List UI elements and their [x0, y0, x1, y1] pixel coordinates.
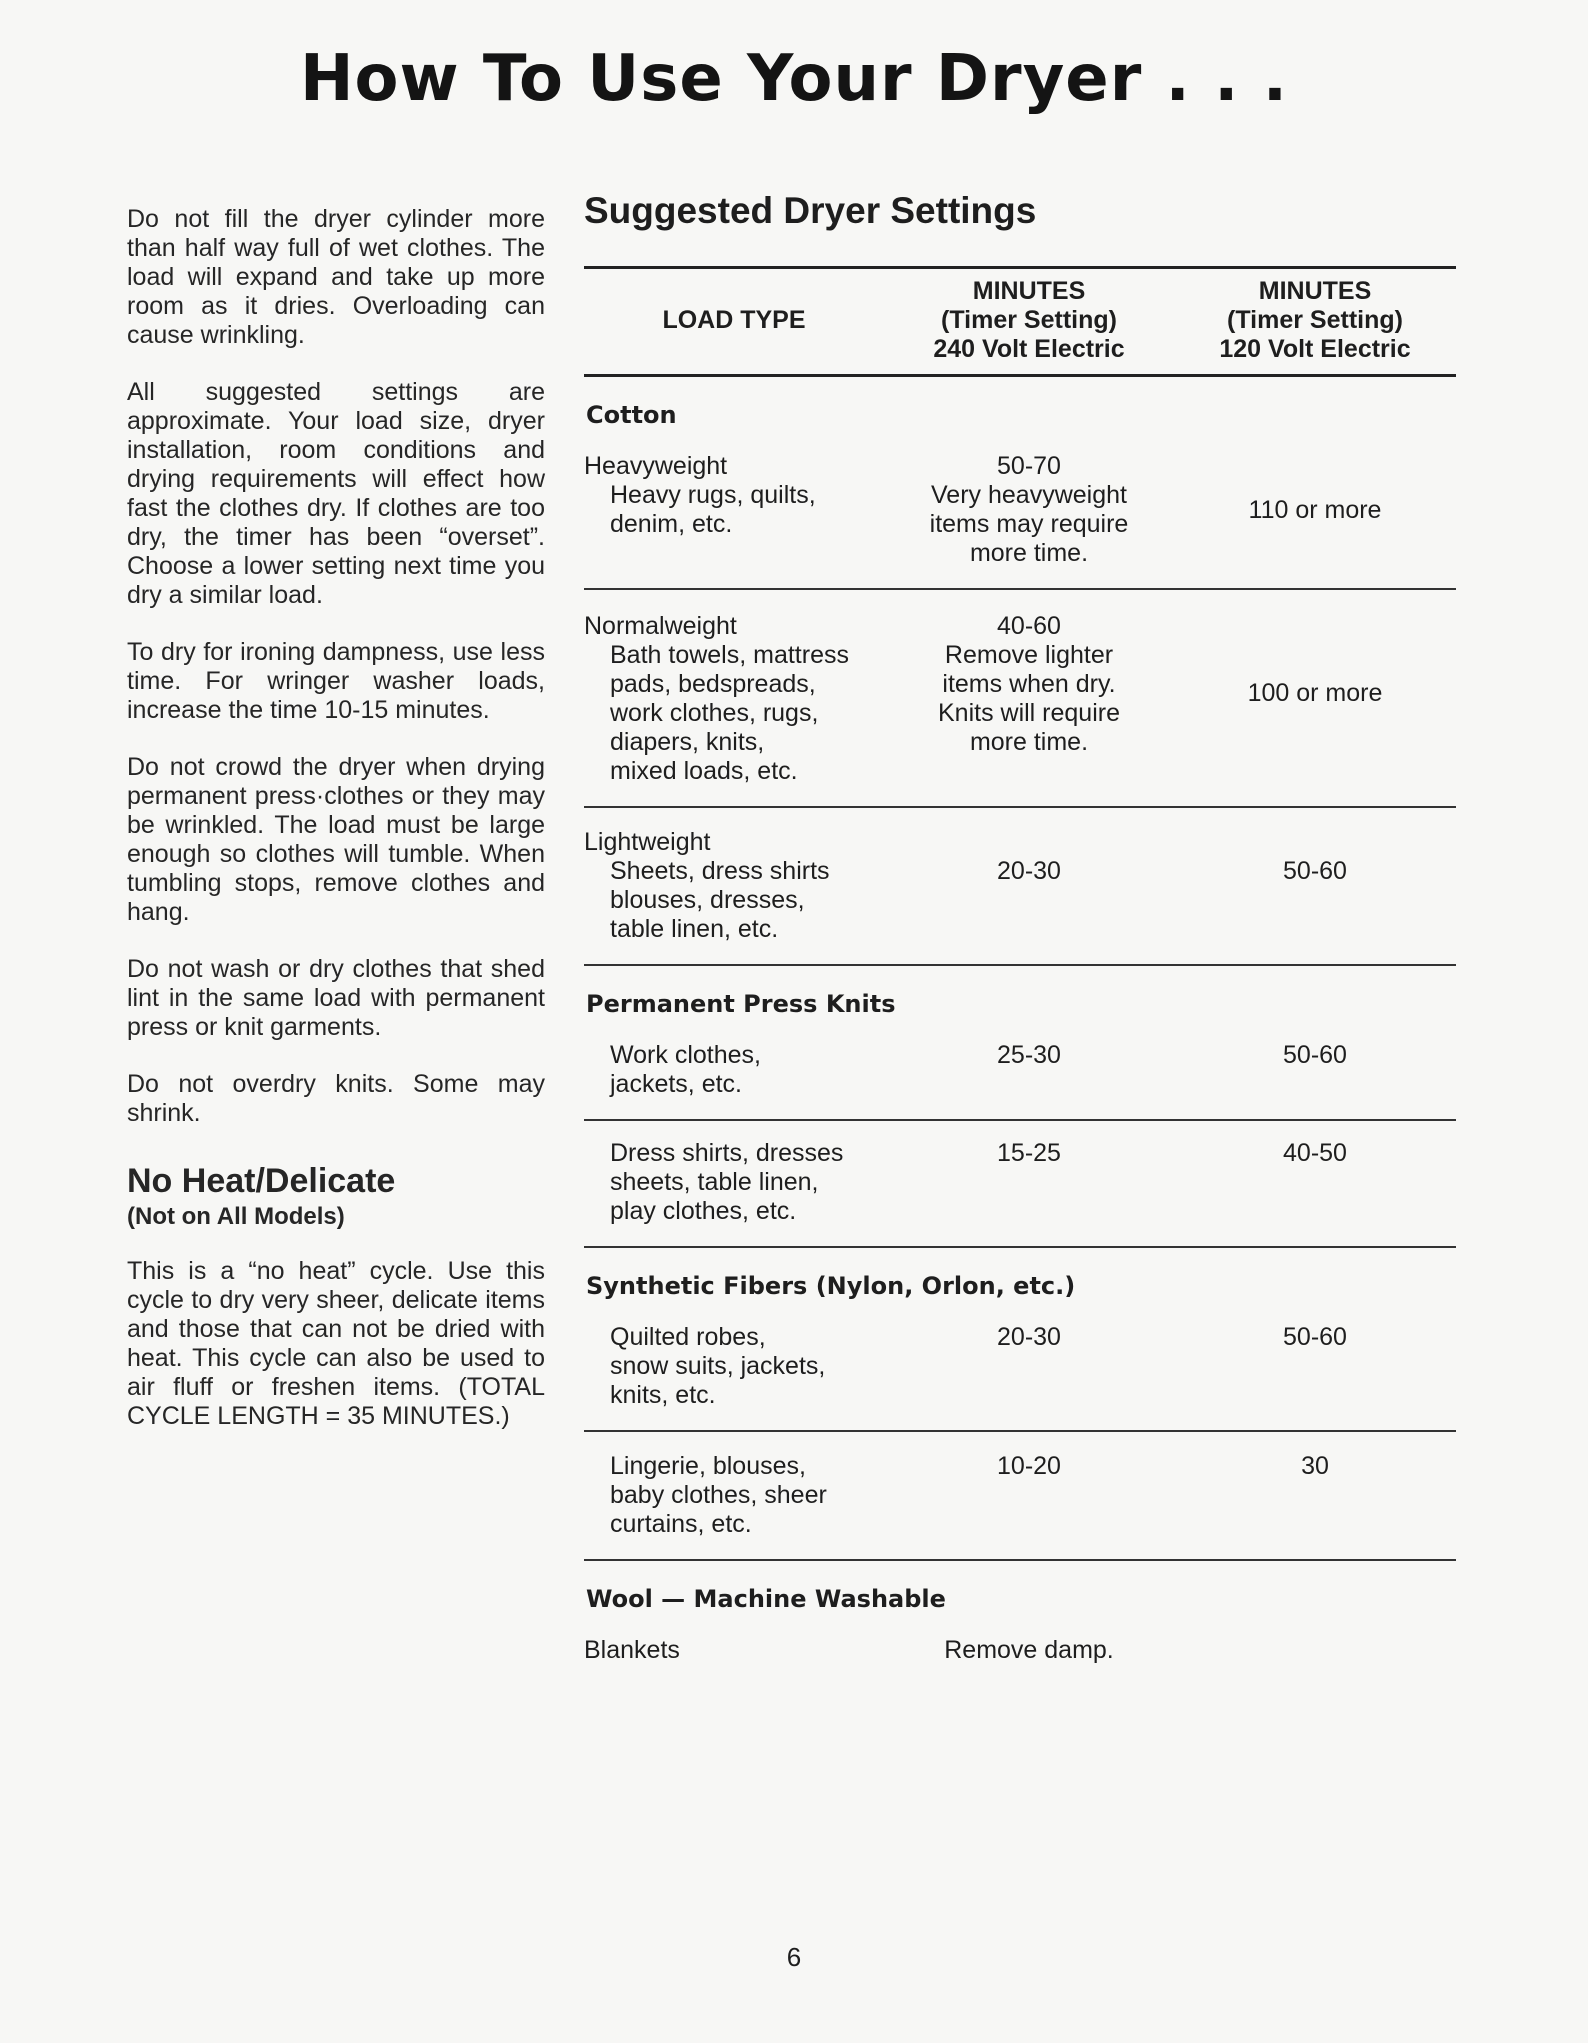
table-row: [584, 589, 1456, 807]
table-row: [584, 1033, 1456, 1120]
no-heat-heading: No Heat/Delicate: [127, 1162, 396, 1200]
note-paragraph: Do not crowd the dryer when drying permanent press·clothes or they may be wrinkled. The load must be large enough so clothes will tumble. When tumbling stops, remove clothes and hang.: [127, 753, 545, 926]
load-desc: Sheets, dress shirts blouses, dresses, table linen, etc.: [610, 857, 830, 943]
minutes-240v: 25-30: [884, 1033, 1174, 1120]
minutes-120v: [1174, 1628, 1456, 1685]
category-row: [584, 1560, 1456, 1628]
minutes-240v: 10-20: [884, 1431, 1174, 1560]
table-row: [584, 807, 1456, 965]
note-paragraph: To dry for ironing dampness, use less time. For wringer washer loads, increase the time 10-15 minutes.: [127, 638, 545, 724]
note-paragraph: Do not wash or dry clothes that shed lint in the same load with permanent press or knit garments.: [127, 955, 545, 1041]
table-header-row: [584, 268, 1456, 376]
page-number: 6: [786, 1942, 802, 1972]
usage-notes: [127, 205, 545, 1459]
table-row: [584, 1120, 1456, 1247]
table-row: [584, 1628, 1456, 1685]
table-row: [584, 444, 1456, 589]
table-title: Suggested Dryer Settings: [584, 190, 1037, 231]
category-permanent-press: Permanent Press Knits: [586, 990, 896, 1018]
category-row: [584, 1247, 1456, 1315]
load-name: Heavyweight: [584, 452, 728, 480]
minutes-120v: 40-50: [1174, 1120, 1456, 1247]
load-desc: Heavy rugs, quilts, denim, etc.: [610, 481, 816, 538]
minutes-120v: 100 or more: [1174, 589, 1456, 807]
category-cotton: Cotton: [586, 401, 677, 429]
table-row: [584, 1315, 1456, 1431]
minutes-120v: 30: [1174, 1431, 1456, 1560]
category-synthetic: Synthetic Fibers (Nylon, Orlon, etc.): [586, 1272, 1076, 1300]
header-load-type: LOAD TYPE: [584, 268, 884, 376]
table-row: [584, 1431, 1456, 1560]
load-desc: Work clothes, jackets, etc.: [610, 1041, 761, 1098]
load-name: Lightweight: [584, 828, 711, 856]
header-240v: MINUTES (Timer Setting) 240 Volt Electric: [884, 268, 1174, 376]
header-120v: MINUTES (Timer Setting) 120 Volt Electric: [1174, 268, 1456, 376]
load-desc: Lingerie, blouses, baby clothes, sheer curtains, etc.: [610, 1452, 827, 1538]
page-title: How To Use Your Dryer . . .: [299, 42, 1289, 116]
load-name: Blankets: [584, 1636, 680, 1664]
minutes-240v: Remove damp.: [944, 1636, 1114, 1664]
note-paragraph: Do not fill the dryer cylinder more than half way full of wet clothes. The load will expand and take up more room as it dries. Overloading can cause wrinkling.: [127, 205, 545, 349]
minutes-120v: 50-60: [1174, 807, 1456, 965]
dryer-settings-table: [584, 266, 1456, 1685]
load-name: Normalweight: [584, 612, 737, 640]
load-desc: Quilted robes, snow suits, jackets, knits, etc.: [610, 1323, 826, 1409]
load-desc: Dress shirts, dresses sheets, table linen, play clothes, etc.: [610, 1139, 844, 1225]
minutes-240v: 50-70 Very heavyweight items may require more time.: [884, 444, 1174, 589]
category-row: [584, 376, 1456, 445]
minutes-120v: 50-60: [1174, 1033, 1456, 1120]
load-desc: Bath towels, mattress pads, bedspreads, work clothes, rugs, diapers, knits, mixed loads, etc.: [610, 641, 849, 785]
category-row: [584, 965, 1456, 1033]
minutes-240v: 40-60 Remove lighter items when dry. Knits will require more time.: [884, 589, 1174, 807]
minutes-120v: 110 or more: [1174, 444, 1456, 589]
minutes-240v: 20-30: [884, 807, 1174, 965]
minutes-240v: 20-30: [884, 1315, 1174, 1431]
no-heat-subheading: (Not on All Models): [127, 1203, 345, 1230]
settings-section: [584, 190, 1456, 1685]
note-paragraph: Do not overdry knits. Some may shrink.: [127, 1070, 545, 1127]
note-paragraph: All suggested settings are approximate. Your load size, dryer installation, room conditions and drying requirements will effect how fast the clothes dry. If clothes are too dry, the timer has been “overset”. Choose a lower setting next time you dry a similar load.: [127, 378, 545, 609]
minutes-240v: 15-25: [884, 1120, 1174, 1247]
no-heat-text: This is a “no heat” cycle. Use this cycle to dry very sheer, delicate items and those that can not be dried with heat. This cycle can also be used to air fluff or freshen items. (TOTAL CYCLE LENGTH = 35 MINUTES.): [127, 1257, 545, 1430]
minutes-120v: 50-60: [1174, 1315, 1456, 1431]
category-wool: Wool — Machine Washable: [586, 1585, 946, 1613]
